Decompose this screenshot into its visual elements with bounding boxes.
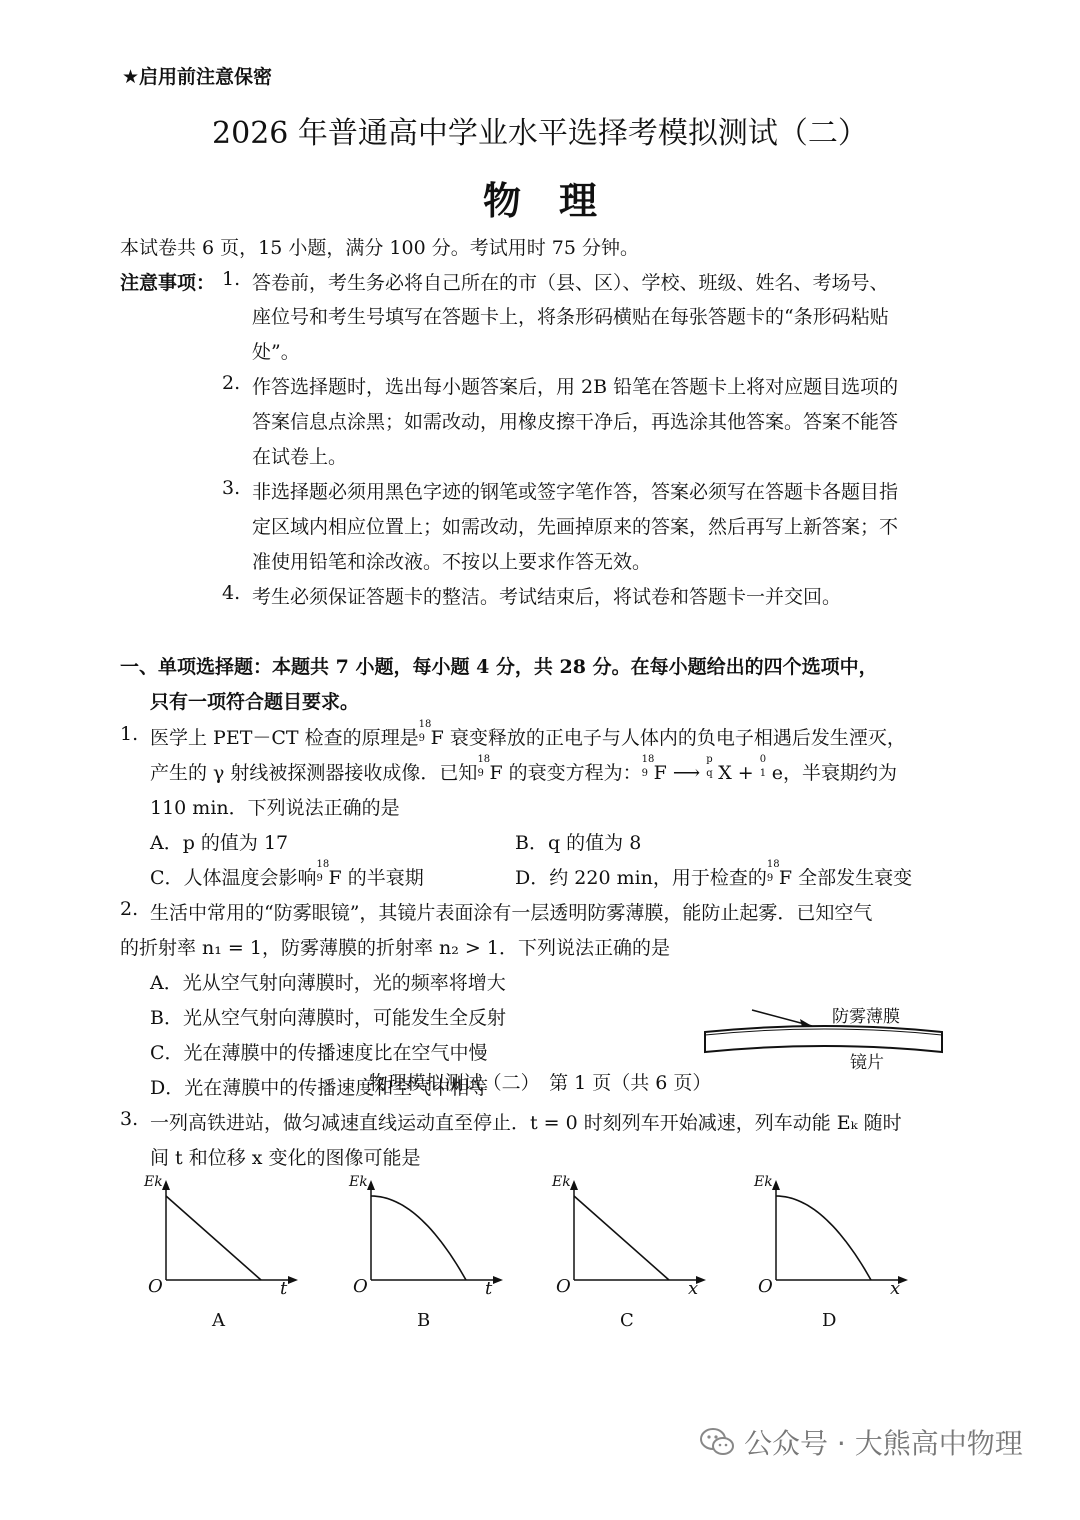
question-text: 间 t 和位移 x 变化的图像可能是 [150, 1147, 421, 1169]
y-axis-arrow [162, 1180, 170, 1190]
wechat-icon [700, 1427, 734, 1457]
question-number: 3. [120, 1108, 139, 1130]
graph-origin: O [148, 1276, 163, 1297]
question-text: 一列高铁进站，做匀减速直线运动直至停止．t = 0 时刻列车开始减速，列车动能 Eₖ 随时 [150, 1112, 902, 1134]
curve-parabola [371, 1196, 466, 1280]
note-line: 座位号和考生号填写在答题卡上，将条形码横贴在每张答题卡的“条形码粘贴 [252, 306, 889, 328]
curve-line [574, 1196, 669, 1280]
note-line: 在试卷上。 [252, 446, 348, 468]
note-line: 处”。 [252, 341, 300, 363]
note-line: 非选择题必须用黑色字迹的钢笔或签字笔作答，答案必须写在答题卡各题目指 [252, 481, 899, 503]
graph-c [548, 1172, 708, 1342]
film-label: 防雾薄膜 [832, 1007, 900, 1027]
option-c: C．光在薄膜中的传播速度比在空气中慢 [150, 1042, 488, 1064]
watermark [700, 1422, 1023, 1462]
section-heading-cont: 只有一项符合题目要求。 [150, 691, 360, 713]
question-text: 医学上 PET－CT 检查的原理是 18 9 F 衰变释放的正电子与人体内的负电子相遇后发生湮灭， [150, 719, 906, 749]
graph-y-label: Ek [144, 1174, 163, 1190]
graph-origin: O [758, 1276, 773, 1297]
x-axis-arrow [493, 1276, 503, 1284]
graph-x-label: x [688, 1278, 699, 1299]
lens-label: 镜片 [850, 1053, 884, 1073]
graph-x-label: x [890, 1278, 901, 1299]
graph-b-plot [345, 1172, 505, 1302]
note-line: 答卷前，考生务必将自己所在的市（县、区）、学校、班级、姓名、考场号、 [252, 272, 889, 294]
question-number: 1. [120, 723, 139, 745]
option-d: D．光在薄膜中的传播速度和空气中相等 [150, 1077, 489, 1099]
note-number: 2. [222, 372, 241, 394]
y-axis-arrow [367, 1180, 375, 1190]
graph-origin: O [353, 1276, 368, 1297]
option-c: C．人体温度会影响 18 9 F 的半衰期 [150, 859, 424, 889]
question-text: 的折射率 n₁ = 1，防雾薄膜的折射率 n₂ > 1．下列说法正确的是 [120, 937, 670, 959]
graph-y-label: Ek [349, 1174, 368, 1190]
question-text: 110 min．下列说法正确的是 [150, 797, 400, 819]
graph-caption: C [620, 1310, 634, 1331]
option-a: A．光从空气射向薄膜时，光的频率将增大 [150, 972, 506, 994]
option-b: B．q 的值为 8 [515, 832, 642, 854]
note-line: 作答选择题时，选出每小题答案后，用 2B 铅笔在答题卡上将对应题目选项的 [252, 376, 899, 398]
graph-y-label: Ek [552, 1174, 571, 1190]
note-number: 4. [222, 582, 241, 604]
graph-d [750, 1172, 910, 1342]
note-line: 答案信息点涂黑；如需改动，用橡皮擦干净后，再选涂其他答案。答案不能答 [252, 411, 899, 433]
section-heading: 一、单项选择题：本题共 7 小题，每小题 4 分，共 28 分。在每小题给出的四个选项中， [120, 656, 878, 678]
exam-info: 本试卷共 6 页，15 小题，满分 100 分。考试用时 75 分钟。 [120, 237, 639, 259]
watermark-text: 公众号 · 大熊高中物理 [744, 1427, 1023, 1460]
graph-b [345, 1172, 505, 1342]
curve-line [166, 1196, 261, 1280]
graph-a-plot [140, 1172, 300, 1302]
lens-figure [700, 1000, 950, 1070]
option-b: B．光从空气射向薄膜时，可能发生全反射 [150, 1007, 506, 1029]
x-axis-arrow [288, 1276, 298, 1284]
graph-caption: A [212, 1310, 225, 1331]
graph-caption: B [417, 1310, 431, 1331]
note-line: 准使用铅笔和涂改液。不按以上要求作答无效。 [252, 551, 652, 573]
note-line: 定区域内相应位置上；如需改动，先画掉原来的答案，然后再写上新答案；不 [252, 516, 899, 538]
lens-diagram [700, 1000, 950, 1073]
note-line: 考生必须保证答题卡的整洁。考试结束后，将试卷和答题卡一并交回。 [252, 586, 842, 608]
graph-c-plot [548, 1172, 708, 1302]
graph-x-label: t [280, 1278, 288, 1299]
note-number: 1. [222, 268, 241, 290]
y-axis-arrow [772, 1180, 780, 1190]
option-a: A．p 的值为 17 [150, 832, 289, 854]
graph-caption: D [822, 1310, 837, 1331]
curve-parabola [776, 1196, 871, 1280]
question-text: 产生的 γ 射线被探测器接收成像．已知 18 9 F 的衰变方程为： 18 9 F ⟶ p q X + 0 1 e，半衰期约为 [150, 754, 897, 784]
page-footer: 物理模拟测试（二） 第 1 页（共 6 页） [368, 1072, 712, 1094]
question-number: 2. [120, 898, 139, 920]
graph-x-label: t [485, 1278, 493, 1299]
notes-label: 注意事项： [120, 272, 216, 294]
option-d: D．约 220 min，用于检查的 18 9 F 全部发生衰变 [515, 859, 913, 889]
graph-origin: O [556, 1276, 571, 1297]
graph-y-label: Ek [754, 1174, 773, 1190]
y-axis-arrow [570, 1180, 578, 1190]
exam-title: 2026 年普通高中学业水平选择考模拟测试（二） [212, 116, 868, 151]
graph-d-plot [750, 1172, 910, 1302]
subject-title: 物理 [482, 178, 635, 223]
note-number: 3. [222, 477, 241, 499]
question-text: 生活中常用的“防雾眼镜”，其镜片表面涂有一层透明防雾薄膜，能防止起雾．已知空气 [150, 902, 873, 924]
graph-a [140, 1172, 300, 1342]
confidential-mark: ★启用前注意保密 [122, 66, 273, 88]
